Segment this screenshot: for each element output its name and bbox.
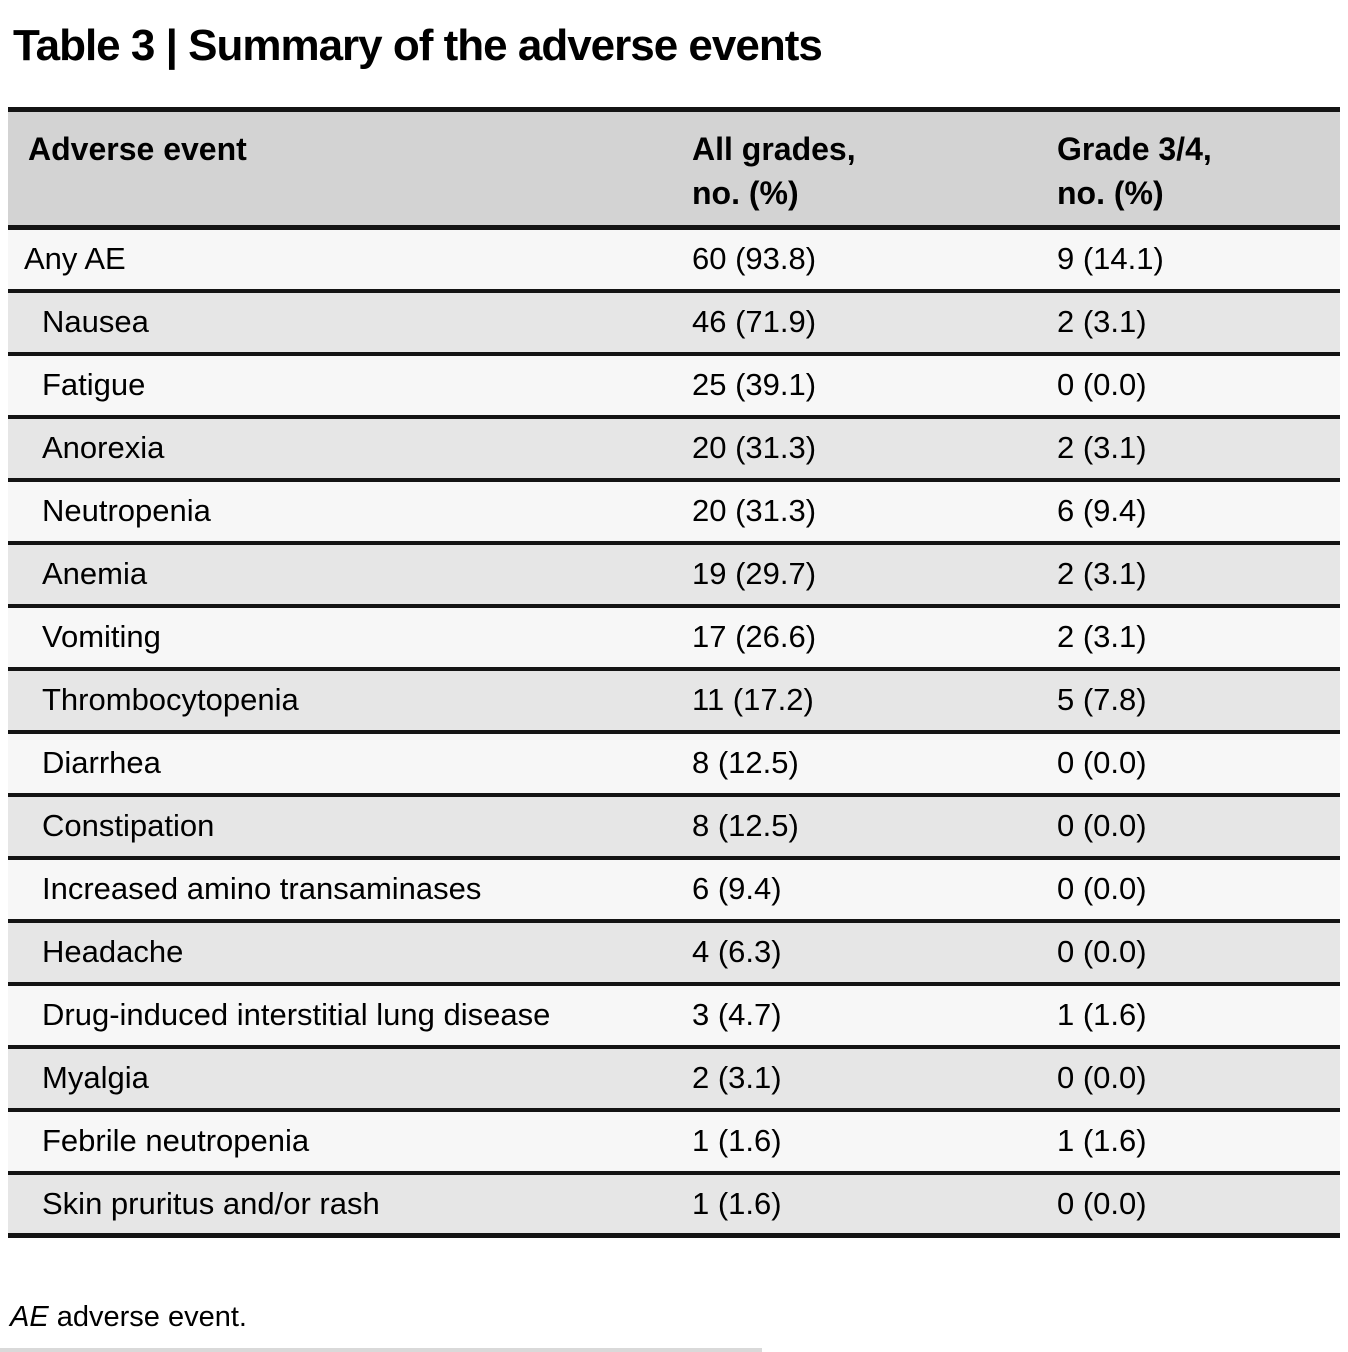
- col-header-all-grades: [692, 110, 1057, 228]
- grade-3-4-cell: 0 (0.0): [1057, 1047, 1340, 1110]
- footnote-text: adverse event.: [48, 1301, 247, 1333]
- table-body: [8, 228, 1340, 1236]
- all-grades-cell: 8 (12.5): [692, 732, 1057, 795]
- table-row: [8, 858, 1340, 921]
- adverse-events-table: [8, 107, 1340, 1238]
- table-row: [8, 921, 1340, 984]
- all-grades-cell: 4 (6.3): [692, 921, 1057, 984]
- footnote-abbreviation: AE: [10, 1301, 49, 1333]
- grade-3-4-cell: 0 (0.0): [1057, 921, 1340, 984]
- table-row: [8, 1110, 1340, 1173]
- all-grades-cell: 11 (17.2): [692, 669, 1057, 732]
- table-row: [8, 669, 1340, 732]
- adverse-event-cell: Constipation: [8, 795, 692, 858]
- all-grades-cell: 20 (31.3): [692, 417, 1057, 480]
- adverse-event-cell: Fatigue: [8, 354, 692, 417]
- grade-3-4-cell: 0 (0.0): [1057, 354, 1340, 417]
- adverse-event-cell: Neutropenia: [8, 480, 692, 543]
- table-footnote: [10, 1300, 247, 1334]
- all-grades-cell: 25 (39.1): [692, 354, 1057, 417]
- grade-3-4-cell: 0 (0.0): [1057, 795, 1340, 858]
- grade-3-4-cell: 0 (0.0): [1057, 1173, 1340, 1236]
- col-header-adverse-event: [8, 110, 692, 228]
- adverse-event-cell: Myalgia: [8, 1047, 692, 1110]
- grade-3-4-cell: 2 (3.1): [1057, 543, 1340, 606]
- table-header: [8, 110, 1340, 228]
- col-header-all-grades-line2: no. (%): [692, 175, 799, 211]
- adverse-event-cell: Increased amino transaminases: [8, 858, 692, 921]
- grade-3-4-cell: 5 (7.8): [1057, 669, 1340, 732]
- adverse-event-cell: Nausea: [8, 291, 692, 354]
- grade-3-4-cell: 0 (0.0): [1057, 858, 1340, 921]
- table-row: [8, 291, 1340, 354]
- adverse-event-cell: Thrombocytopenia: [8, 669, 692, 732]
- all-grades-cell: 20 (31.3): [692, 480, 1057, 543]
- adverse-event-cell: Anemia: [8, 543, 692, 606]
- table-row: [8, 1047, 1340, 1110]
- table-row: [8, 984, 1340, 1047]
- col-header-all-grades-line1: All grades,: [692, 131, 856, 167]
- all-grades-cell: 19 (29.7): [692, 543, 1057, 606]
- all-grades-cell: 46 (71.9): [692, 291, 1057, 354]
- table-row: [8, 228, 1340, 291]
- col-header-grade-3-4-line2: no. (%): [1057, 175, 1164, 211]
- adverse-event-cell: Skin pruritus and/or rash: [8, 1173, 692, 1236]
- table-row: [8, 543, 1340, 606]
- all-grades-cell: 2 (3.1): [692, 1047, 1057, 1110]
- all-grades-cell: 3 (4.7): [692, 984, 1057, 1047]
- grade-3-4-cell: 2 (3.1): [1057, 417, 1340, 480]
- table-row: [8, 480, 1340, 543]
- table-title: Table 3 | Summary of the adverse events: [13, 21, 822, 70]
- grade-3-4-cell: 0 (0.0): [1057, 732, 1340, 795]
- adverse-event-cell: Febrile neutropenia: [8, 1110, 692, 1173]
- all-grades-cell: 60 (93.8): [692, 228, 1057, 291]
- grade-3-4-cell: 9 (14.1): [1057, 228, 1340, 291]
- all-grades-cell: 1 (1.6): [692, 1173, 1057, 1236]
- adverse-event-cell: Headache: [8, 921, 692, 984]
- col-header-adverse-event-label: Adverse event: [28, 131, 247, 167]
- all-grades-cell: 6 (9.4): [692, 858, 1057, 921]
- table-row: [8, 732, 1340, 795]
- table-row: [8, 795, 1340, 858]
- grade-3-4-cell: 2 (3.1): [1057, 291, 1340, 354]
- grade-3-4-cell: 1 (1.6): [1057, 1110, 1340, 1173]
- all-grades-cell: 8 (12.5): [692, 795, 1057, 858]
- header-row: [8, 110, 1340, 228]
- col-header-grade-3-4-line1: Grade 3/4,: [1057, 131, 1212, 167]
- grade-3-4-cell: 2 (3.1): [1057, 606, 1340, 669]
- all-grades-cell: 1 (1.6): [692, 1110, 1057, 1173]
- grade-3-4-cell: 1 (1.6): [1057, 984, 1340, 1047]
- adverse-event-cell: Anorexia: [8, 417, 692, 480]
- table-row: [8, 354, 1340, 417]
- adverse-event-cell: Diarrhea: [8, 732, 692, 795]
- table-row: [8, 417, 1340, 480]
- table-row: [8, 1173, 1340, 1236]
- grade-3-4-cell: 6 (9.4): [1057, 480, 1340, 543]
- adverse-event-cell: Drug-induced interstitial lung disease: [8, 984, 692, 1047]
- col-header-grade-3-4: [1057, 110, 1340, 228]
- adverse-event-cell: Any AE: [8, 228, 692, 291]
- all-grades-cell: 17 (26.6): [692, 606, 1057, 669]
- table-row: [8, 606, 1340, 669]
- adverse-event-cell: Vomiting: [8, 606, 692, 669]
- bottom-cutoff-artifact: [0, 1348, 762, 1352]
